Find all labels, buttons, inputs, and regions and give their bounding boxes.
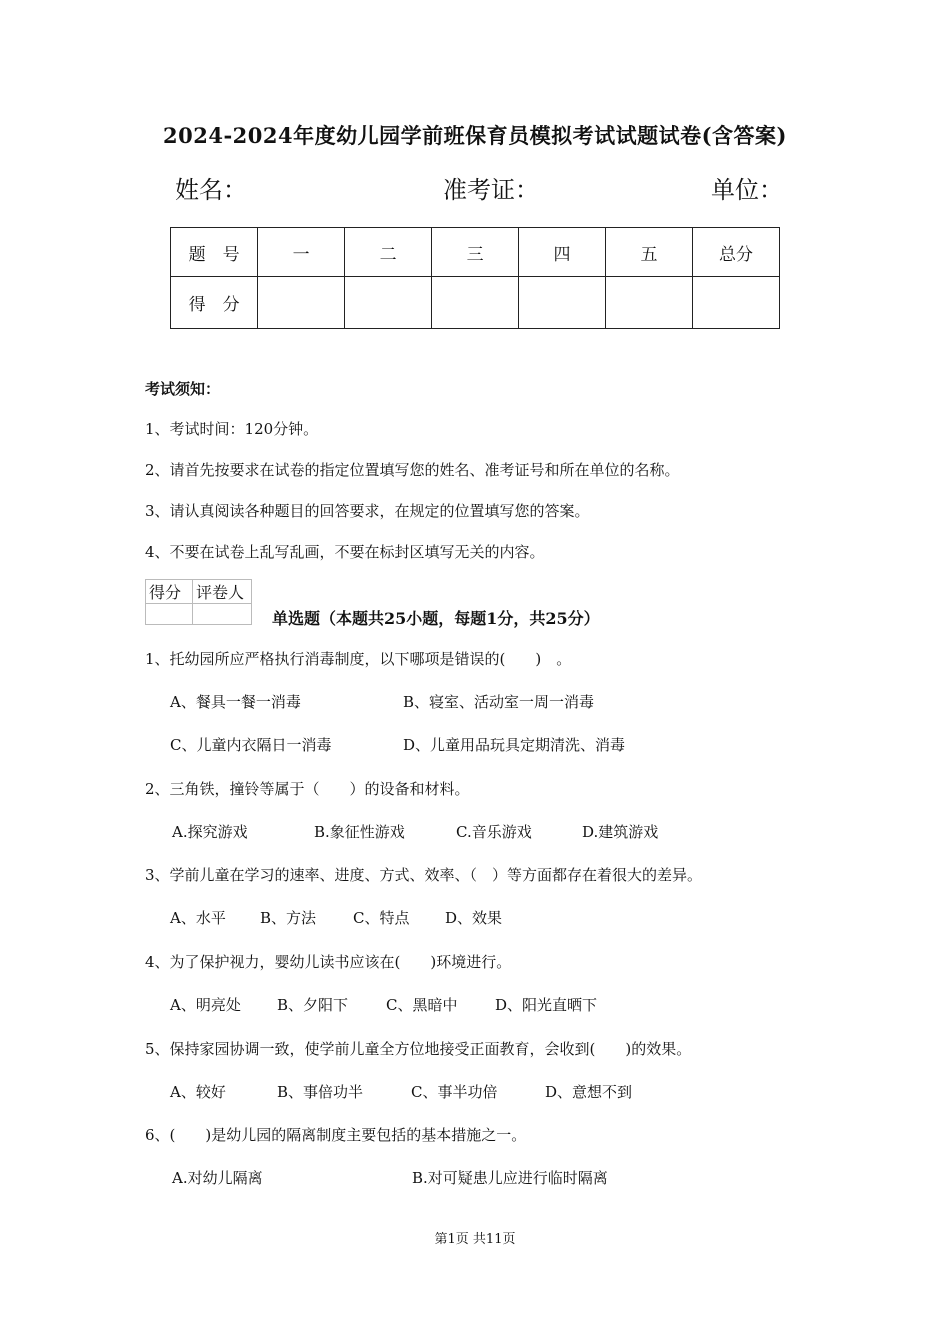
score-header-5: 五: [606, 228, 693, 277]
grader-name-label: 评卷人: [193, 580, 252, 604]
question-2: 2、三角铁，撞铃等属于（ ）的设备和材料。: [145, 780, 470, 798]
page-title: 2024-2024年度幼儿园学前班保育员模拟考试试题试卷(含答案): [163, 123, 787, 148]
page-footer: 第1页 共11页: [434, 1232, 516, 1247]
notice-item: 1、考试时间：120分钟。: [145, 420, 319, 438]
score-cell-5[interactable]: [606, 277, 693, 329]
exam-id-field-label: 准考证：: [443, 176, 539, 204]
q3-option-c[interactable]: C、特点: [353, 909, 410, 927]
section-title: 单选题（本题共25小题，每题1分，共25分）: [272, 609, 600, 628]
score-header-2: 二: [345, 228, 432, 277]
score-cell-4[interactable]: [519, 277, 606, 329]
q1-option-a[interactable]: A、餐具一餐一消毒: [170, 693, 301, 711]
score-header-total: 总分: [692, 228, 779, 277]
score-cell-2[interactable]: [345, 277, 432, 329]
notice-item: 2、请首先按要求在试卷的指定位置填写您的姓名、准考证号和所在单位的名称。: [145, 461, 680, 479]
q2-option-c[interactable]: C.音乐游戏: [456, 823, 532, 841]
notice-item: 3、请认真阅读各种题目的回答要求，在规定的位置填写您的答案。: [145, 502, 590, 520]
grader-name-cell[interactable]: [193, 604, 252, 625]
score-table-header-row: [171, 228, 780, 277]
q4-option-d[interactable]: D、阳光直晒下: [495, 996, 598, 1014]
question-6: 6、( )是幼儿园的隔离制度主要包括的基本措施之一。: [145, 1126, 527, 1144]
q3-option-b[interactable]: B、方法: [260, 909, 317, 927]
unit-field-label: 单位：: [711, 176, 783, 204]
score-header-1: 一: [258, 228, 345, 277]
score-header-3: 三: [432, 228, 519, 277]
q6-option-a[interactable]: A.对幼儿隔离: [172, 1169, 263, 1187]
question-1: 1、托幼园所应严格执行消毒制度，以下哪项是错误的( ) 。: [145, 650, 572, 668]
name-field-label: 姓名：: [175, 176, 247, 204]
q1-option-c[interactable]: C、儿童内衣隔日一消毒: [170, 736, 332, 754]
notice-heading: 考试须知：: [145, 380, 221, 398]
q2-option-a[interactable]: A.探究游戏: [172, 823, 248, 841]
notice-item: 4、不要在试卷上乱写乱画，不要在标封区填写无关的内容。: [145, 543, 545, 561]
score-row-label: 得 分: [171, 277, 258, 329]
q2-option-b[interactable]: B.象征性游戏: [314, 823, 405, 841]
q5-option-b[interactable]: B、事倍功半: [277, 1083, 364, 1101]
grader-score-cell[interactable]: [146, 604, 193, 625]
question-4: 4、为了保护视力，婴幼儿读书应该在( )环境进行。: [145, 953, 512, 971]
q3-option-a[interactable]: A、水平: [170, 909, 226, 927]
score-cell-3[interactable]: [432, 277, 519, 329]
q1-option-d[interactable]: D、儿童用品玩具定期清洗、消毒: [403, 736, 626, 754]
grader-box: [145, 579, 252, 625]
q5-option-c[interactable]: C、事半功倍: [411, 1083, 498, 1101]
score-header-label: 题 号: [171, 228, 258, 277]
q4-option-b[interactable]: B、夕阳下: [277, 996, 349, 1014]
q4-option-a[interactable]: A、明亮处: [170, 996, 241, 1014]
question-3: 3、学前儿童在学习的速率、进度、方式、效率、（ ）等方面都存在着很大的差异。: [145, 866, 703, 884]
q6-option-b[interactable]: B.对可疑患儿应进行临时隔离: [412, 1169, 608, 1187]
q5-option-a[interactable]: A、较好: [170, 1083, 226, 1101]
score-header-4: 四: [519, 228, 606, 277]
q2-option-d[interactable]: D.建筑游戏: [582, 823, 659, 841]
score-cell-1[interactable]: [258, 277, 345, 329]
score-table-score-row: [171, 277, 780, 329]
q1-option-b[interactable]: B、寝室、活动室一周一消毒: [403, 693, 595, 711]
grader-score-label: 得分: [146, 580, 193, 604]
q4-option-c[interactable]: C、黑暗中: [386, 996, 458, 1014]
score-table: [170, 227, 780, 329]
q5-option-d[interactable]: D、意想不到: [545, 1083, 633, 1101]
question-5: 5、保持家园协调一致，使学前儿童全方位地接受正面教育，会收到( )的效果。: [145, 1040, 692, 1058]
score-cell-total[interactable]: [692, 277, 779, 329]
q3-option-d[interactable]: D、效果: [445, 909, 503, 927]
